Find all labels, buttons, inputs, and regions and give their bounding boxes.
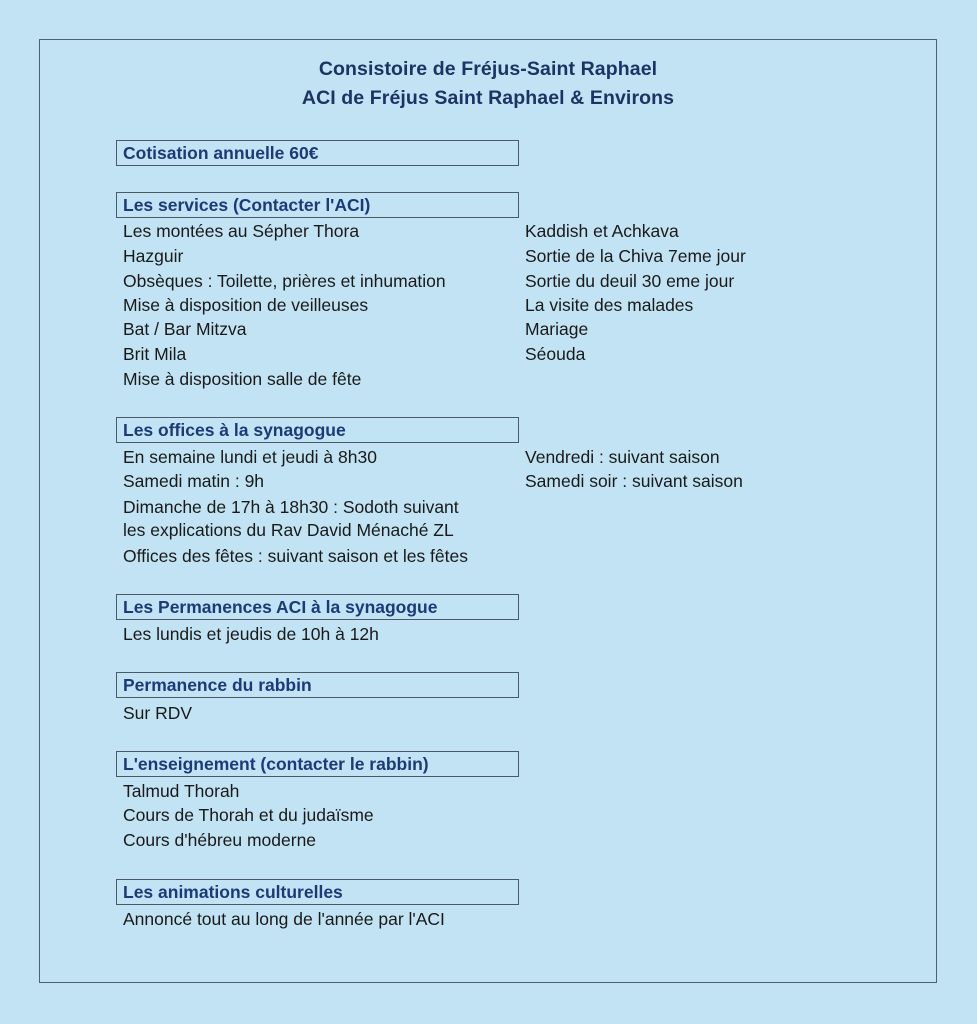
offices-item-right: Vendredi : suivant saison — [525, 447, 720, 467]
offices-item: Offices des fêtes : suivant saison et les fêtes — [123, 546, 468, 566]
services-item: Mise à disposition salle de fête — [123, 369, 362, 389]
offices-item-right: Samedi soir : suivant saison — [525, 471, 743, 491]
page-title: Consistoire de Fréjus-Saint Raphael — [318, 58, 658, 80]
offices-item: Dimanche de 17h à 18h30 : Sodoth suivant — [123, 497, 459, 517]
section-heading-enseignement: L'enseignement (contacter le rabbin) — [116, 751, 519, 777]
animations-item: Annoncé tout au long de l'année par l'ACI — [123, 909, 445, 929]
section-heading-animations: Les animations culturelles — [116, 879, 519, 905]
services-item-right: Kaddish et Achkava — [525, 221, 679, 241]
services-item-right: Sortie de la Chiva 7eme jour — [525, 246, 746, 266]
enseignement-item: Talmud Thorah — [123, 781, 240, 801]
permanence-rabbin-item: Sur RDV — [123, 703, 193, 723]
section-heading-cotisation: Cotisation annuelle 60€ — [116, 140, 519, 166]
permanences-aci-item: Les lundis et jeudis de 10h à 12h — [123, 624, 379, 644]
services-item-right: La visite des malades — [525, 295, 694, 315]
services-item-right: Mariage — [525, 319, 589, 339]
page-subtitle: ACI de Fréjus Saint Raphael & Environs — [301, 87, 675, 109]
section-heading-services: Les services (Contacter l'ACI) — [116, 192, 519, 218]
offices-item: En semaine lundi et jeudi à 8h30 — [123, 447, 377, 467]
services-item: Brit Mila — [123, 344, 187, 364]
offices-item: Samedi matin : 9h — [123, 471, 265, 491]
offices-item: les explications du Rav David Ménaché ZL — [123, 520, 454, 540]
enseignement-item: Cours de Thorah et du judaïsme — [123, 805, 374, 825]
services-item: Hazguir — [123, 246, 184, 266]
services-item: Bat / Bar Mitzva — [123, 319, 247, 339]
services-item: Mise à disposition de veilleuses — [123, 295, 369, 315]
section-heading-permanences-aci: Les Permanences ACI à la synagogue — [116, 594, 519, 620]
services-item-right: Séouda — [525, 344, 586, 364]
section-heading-offices: Les offices à la synagogue — [116, 417, 519, 443]
section-heading-permanence-rabbin: Permanence du rabbin — [116, 672, 519, 698]
services-item: Les montées au Sépher Thora — [123, 221, 360, 241]
services-item: Obsèques : Toilette, prières et inhumation — [123, 271, 446, 291]
enseignement-item: Cours d'hébreu moderne — [123, 830, 317, 850]
services-item-right: Sortie du deuil 30 eme jour — [525, 271, 735, 291]
